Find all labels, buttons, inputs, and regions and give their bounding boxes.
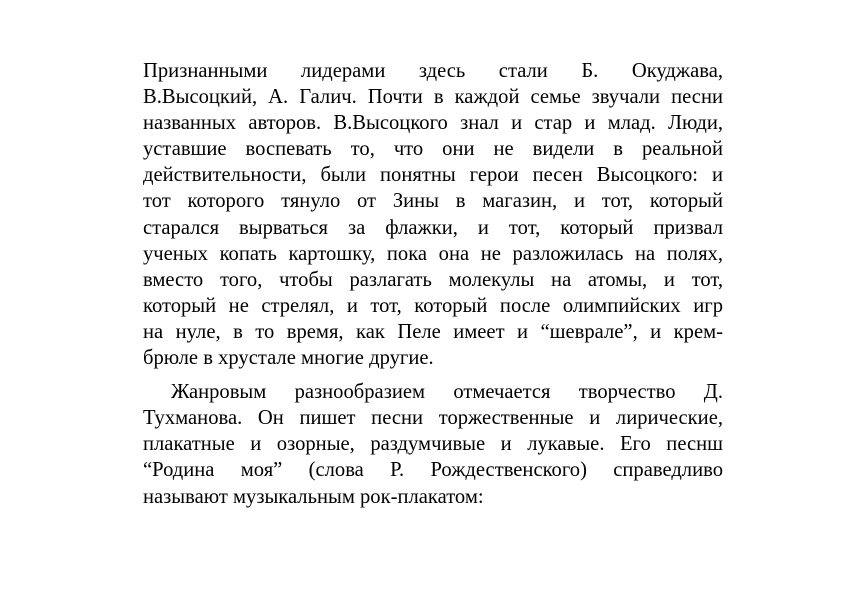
text-line: Признанными лидерами здесь стали Б. Окуджава, — [143, 60, 723, 82]
text-line: Тухманова. Он пишет песни торжественные и лирические, — [143, 407, 723, 430]
text-line: старался вырваться за флажки, и тот, который призвал — [143, 216, 723, 239]
text-line: названных авторов. В.Высоцкого знал и стар и млад. Люди, — [143, 112, 723, 135]
text-line: вместо того, чтобы разлагать молекулы на атомы, и тот, — [143, 268, 723, 291]
paragraph-2 — [143, 379, 723, 509]
text-line: тот которого тянуло от Зины в магазин, и тот, который — [143, 190, 723, 213]
text-line: Жанровым разнообразием отмечается творчество Д. — [171, 381, 723, 404]
paragraph-1 — [143, 58, 723, 371]
text-line: который не стрелял, и тот, который после олимпийских игр — [143, 294, 723, 317]
document-body — [143, 58, 723, 510]
text-line: “Родина моя” (слова Р. Рождественского) справедливо — [143, 459, 723, 482]
text-line: называют музыкальным рок-плакатом: — [143, 485, 484, 508]
text-line: на нуле, в то время, как Пеле имеет и “шеврале”, и крем- — [143, 320, 723, 343]
text-line: ученых копать картошку, пока она не разложилась на полях, — [143, 242, 723, 265]
text-line: уставшие воспевать то, что они не видели в реальной — [143, 138, 723, 161]
text-line: действительности, были понятны герои песен Высоцкого: и — [143, 164, 723, 187]
text-line: плакатные и озорные, раздумчивые и лукавые. Его песнш — [143, 433, 723, 456]
text-line: В.Высоцкий, А. Галич. Почти в каждой семье звучали песни — [143, 86, 723, 109]
text-line: брюле в хрустале многие другие. — [143, 347, 434, 370]
